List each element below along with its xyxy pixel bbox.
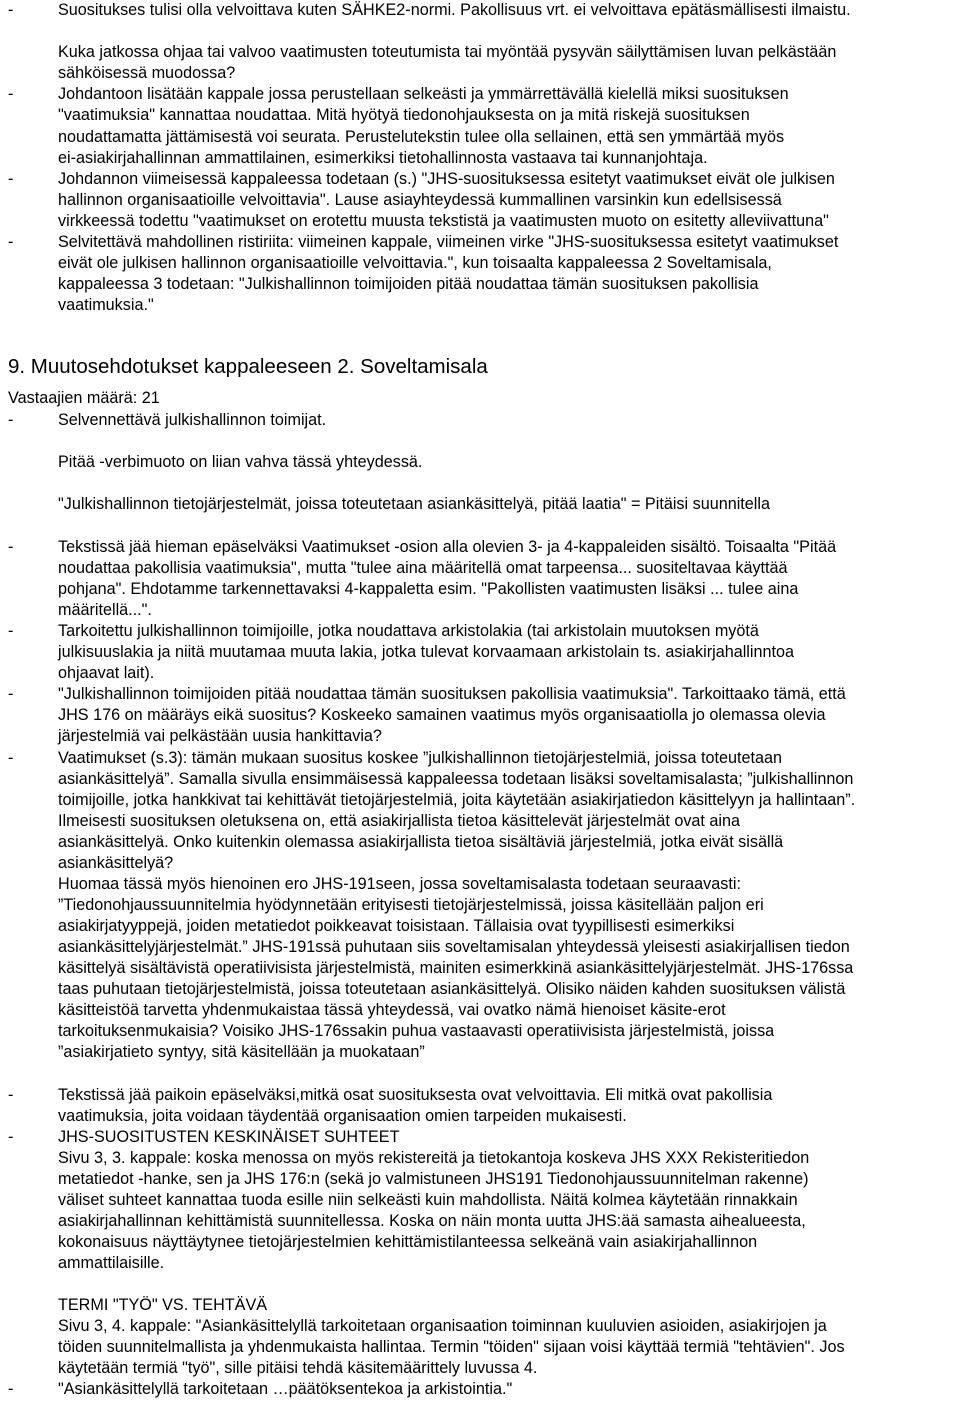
- paragraph-line: vaatimuksia.": [58, 296, 154, 314]
- paragraph-line: Selvitettävä mahdollinen ristiriita: viimeinen kappale, viimeinen virke "JHS-suosituksessa esitetyt vaatimukset: [58, 233, 839, 251]
- paragraph-line: käsitteistöä tarvetta yhdenmukaistaa tässä yhteydessä, vai ovatko nämä hienoiset käsite-erot: [58, 1001, 726, 1019]
- paragraph-line: toimijoille, jotka hankkivat tai kehittävät tietojärjestelmiä, joita käytetään asiakirjatiedon käsittelyyn ja hallintaan”.: [58, 791, 856, 809]
- paragraph-line: Tarkoitettu julkishallinnon toimijoille, jotka noudattava arkistolakia (tai arkistolain muutoksen myötä: [58, 622, 759, 640]
- paragraph-line: Kuka jatkossa ohjaa tai valvoo vaatimusten toteutumista tai myöntää pysyvän säilyttämisen luvan pelkästään: [58, 43, 837, 61]
- paragraph-line: "Julkishallinnon tietojärjestelmät, joissa toteutetaan asiankäsittelyä, pitää laatia" = Pitäisi suunnitella: [58, 495, 771, 513]
- paragraph-line: asiakirjahallinnan kehittämistä suunnitellessa. Koska on näin monta uutta JHS:ää samasta aihealueesta,: [58, 1212, 806, 1230]
- paragraph-line: asiankäsittelyä?: [58, 854, 174, 872]
- paragraph-line: ”asiakirjatieto syntyy, sitä käsitellään ja muokataan”: [58, 1043, 425, 1061]
- bullet-dash: -: [8, 1380, 14, 1398]
- paragraph-line: Selvennettävä julkishallinnon toimijat.: [58, 411, 327, 429]
- paragraph-line: vaatimuksia, joita voidaan täydentää organisaation omien tarpeiden mukaisesti.: [58, 1107, 627, 1125]
- paragraph-line: väliset suhteet kannattaa tuoda esille niin selkeästi kuin mahdollista. Näitä kolmea käytetään rinnakkain: [58, 1191, 798, 1209]
- paragraph-line: JHS-SUOSITUSTEN KESKINÄISET SUHTEET: [58, 1128, 400, 1146]
- paragraph-line: ammattilaisille.: [58, 1254, 165, 1272]
- bullet-dash: -: [8, 622, 14, 640]
- paragraph-line: Tekstissä jää paikoin epäselväksi,mitkä osat suosituksesta ovat velvoittavia. Eli mitkä ovat pakollisia: [58, 1086, 773, 1104]
- paragraph-line: Sivu 3, 4. kappale: "Asiankäsittelyllä tarkoitetaan organisaation toiminnan kuuluvien asioiden, asiakirjojen ja: [58, 1317, 827, 1335]
- paragraph-line: Tekstissä jää hieman epäselväksi Vaatimukset -osion alla olevien 3- ja 4-kappaleiden sisältö. Toisaalta "Pitää: [58, 538, 837, 556]
- bullet-dash: -: [8, 685, 14, 703]
- paragraph-line: Johdantoon lisätään kappale jossa perustellaan selkeästi ja ymmärrettävällä kielellä miksi suosituksen: [58, 85, 789, 103]
- paragraph-line: määritellä...".: [58, 601, 152, 619]
- paragraph-line: ”Tiedonohjaussuunnitelmia hyödynnetään erityisesti tietojärjestelmissä, joissa käsitellään paljon eri: [58, 896, 764, 914]
- paragraph-line: Pitää -verbimuoto on liian vahva tässä yhteydessä.: [58, 453, 423, 471]
- bullet-dash: -: [8, 538, 14, 556]
- paragraph-line: metatiedot -hanke, sen ja JHS 176:n (sekä jo valmistuneen JHS191 Tiedonohjaussuunnitelman rakenne): [58, 1170, 809, 1188]
- paragraph-line: eivät ole julkisen hallinnon organisaatioille velvoittavia.", kun toisaalta kappaleessa 2 Soveltamisala,: [58, 254, 772, 272]
- paragraph-line: tarkoituksenmukaisia? Voisiko JHS-176ssakin puhua vastaavasti operatiivisista järjestelmistä, joissa: [58, 1022, 775, 1040]
- paragraph-line: "vaatimuksia" kannattaa noudattaa. Mitä hyötyä tiedonohjauksesta on ja mitä riskejä suosituksen: [58, 106, 750, 124]
- paragraph-line: Huomaa tässä myös hienoinen ero JHS-191seen, jossa soveltamisalasta todetaan seuraavasti:: [58, 875, 741, 893]
- paragraph-line: asiakirjatyyppejä, joiden metatiedot poikkeavat toisistaan. Tällaisia ovat tyypillisesti esimerkiksi: [58, 917, 735, 935]
- paragraph-line: JHS 176 on määräys eikä suositus? Koskeeko samainen vaatimus myös organisaatiolla jo olemassa olevia: [58, 706, 826, 724]
- paragraph-line: kappaleessa 3 todetaan: "Julkishallinnon toimijoiden pitää noudattaa tämän suosituksen pakollisia: [58, 275, 759, 293]
- paragraph-line: Vaatimukset (s.3): tämän mukaan suositus koskee ”julkishallinnon tietojärjestelmiä, joissa toteutetaan: [58, 749, 782, 767]
- bullet-dash: -: [8, 1128, 14, 1146]
- paragraph-line: noudattaa pakollisia vaatimuksia", mutta "tulee aina määritellä omat tarpeensa... suositeltavaa käyttää: [58, 559, 788, 577]
- paragraph-line: Sivu 3, 3. kappale: koska menossa on myös rekistereitä ja tietokantoja koskeva JHS XXX Rekisteritiedon: [58, 1149, 810, 1167]
- paragraph-line: ei-asiakirjahallinnan ammattilainen, esimerkiksi tietohallinnosta vastaava tai kunnanjohtaja.: [58, 149, 708, 167]
- paragraph-line: "Asiankäsittelyllä tarkoitetaan …päätöksentekoa ja arkistointia.": [58, 1380, 513, 1398]
- paragraph-line: käytetään termiä "työ", sille pitäisi tehdä käsitemäärittely luvussa 4.: [58, 1359, 538, 1377]
- paragraph-line: virkkeessä todettu "vaatimukset on erotettu muusta tekstistä ja vaatimusten muoto on esitetty alleviivattuna": [58, 212, 829, 230]
- paragraph-line: hallinnon organisaatioille velvoittavia". Lause asiayhteydessä kummallinen varsinkin kun edellsisessä: [58, 191, 782, 209]
- paragraph-line: järjestelmiä vai pelkästään uusia hankittavia?: [58, 727, 382, 745]
- paragraph-line: käsittelyä sisältävistä operatiivisista järjestelmistä, mainiten esimerkkinä asiankäsittelyjärjestelmät. JHS-176ssa: [58, 959, 854, 977]
- bullet-dash: -: [8, 749, 14, 767]
- paragraph-line: Ilmeisesti suosituksen oletuksena on, että asiakirjallista tietoa käsittelevät järjestelmät ovat aina: [58, 812, 741, 830]
- paragraph-line: asiankäsittelyä. Onko kuitenkin olemassa asiakirjallista tietoa sisältäviä järjestelmiä, jotka eivät sisällä: [58, 833, 784, 851]
- subheading-line: TERMI "TYÖ" VS. TEHTÄVÄ: [58, 1296, 268, 1314]
- paragraph-line: pohjana". Ehdotamme tarkennettavaksi 4-kappaletta esim. "Pakollisten vaatimusten lisäksi ... tulee aina: [58, 580, 799, 598]
- paragraph-line: Suositukses tulisi olla velvoittava kuten SÄHKE2-normi. Pakollisuus vrt. ei velvoittava epätäsmällisesti ilmaistu.: [58, 1, 851, 19]
- paragraph-line: töiden suunnitelmallista ja yhdenmukaista hallintaa. Termin "töiden" sijaan voisi käyttää termiä "tehtävien". Jos: [58, 1338, 845, 1356]
- paragraph-line: sähköisessä muodossa?: [58, 64, 236, 82]
- bullet-dash: -: [8, 1086, 14, 1104]
- section-heading-text: 9. Muutosehdotukset kappaleeseen 2. Soveltamisala: [8, 355, 488, 378]
- paragraph-line: Johdannon viimeisessä kappaleessa todetaan (s.) "JHS-suosituksessa esitetyt vaatimukset eivät ole julkisen: [58, 170, 835, 188]
- respondent-count-text: Vastaajien määrä: 21: [8, 389, 160, 407]
- paragraph-line: kokonaisuus näyttäytynee tietojärjestelmien kehittämistilanteessa selkeänä vain asiakirjahallinnon: [58, 1233, 758, 1251]
- bullet-dash: -: [8, 170, 14, 188]
- paragraph-line: taas puhutaan tietojärjestelmistä, joissa toteutetaan asiankäsittelyä. Olisiko näiden kahden suosituksen välistä: [58, 980, 846, 998]
- bullet-dash: -: [8, 85, 14, 103]
- paragraph-line: asiankäsittelyä”. Samalla sivulla ensimmäisessä kappaleessa todetaan lisäksi soveltamisalasta; ”julkishallinnon: [58, 770, 854, 788]
- paragraph-line: asiankäsittelyjärjestelmät.” JHS-191ssä puhutaan siis soveltamisalan yhteydessä yleisesti asiakirjallisen tiedon: [58, 938, 850, 956]
- bullet-dash: -: [8, 411, 14, 429]
- paragraph-line: ohjaavat lait).: [58, 664, 155, 682]
- paragraph-line: julkisuuslakia ja niitä muutamaa muuta lakia, jotka tulevat korvaamaan arkistolain ts. asiakirjahallinntoa: [58, 643, 795, 661]
- paragraph-line: "Julkishallinnon toimijoiden pitää noudattaa tämän suosituksen pakollisia vaatimuksia". Tarkoittaako tämä, että: [58, 685, 846, 703]
- paragraph-line: noudattamatta jättämisestä voi seurata. Perustelutekstin tulee olla sellainen, että sen ymmärtää myös: [58, 128, 785, 146]
- bullet-dash: -: [8, 233, 14, 251]
- bullet-dash: -: [8, 1, 14, 19]
